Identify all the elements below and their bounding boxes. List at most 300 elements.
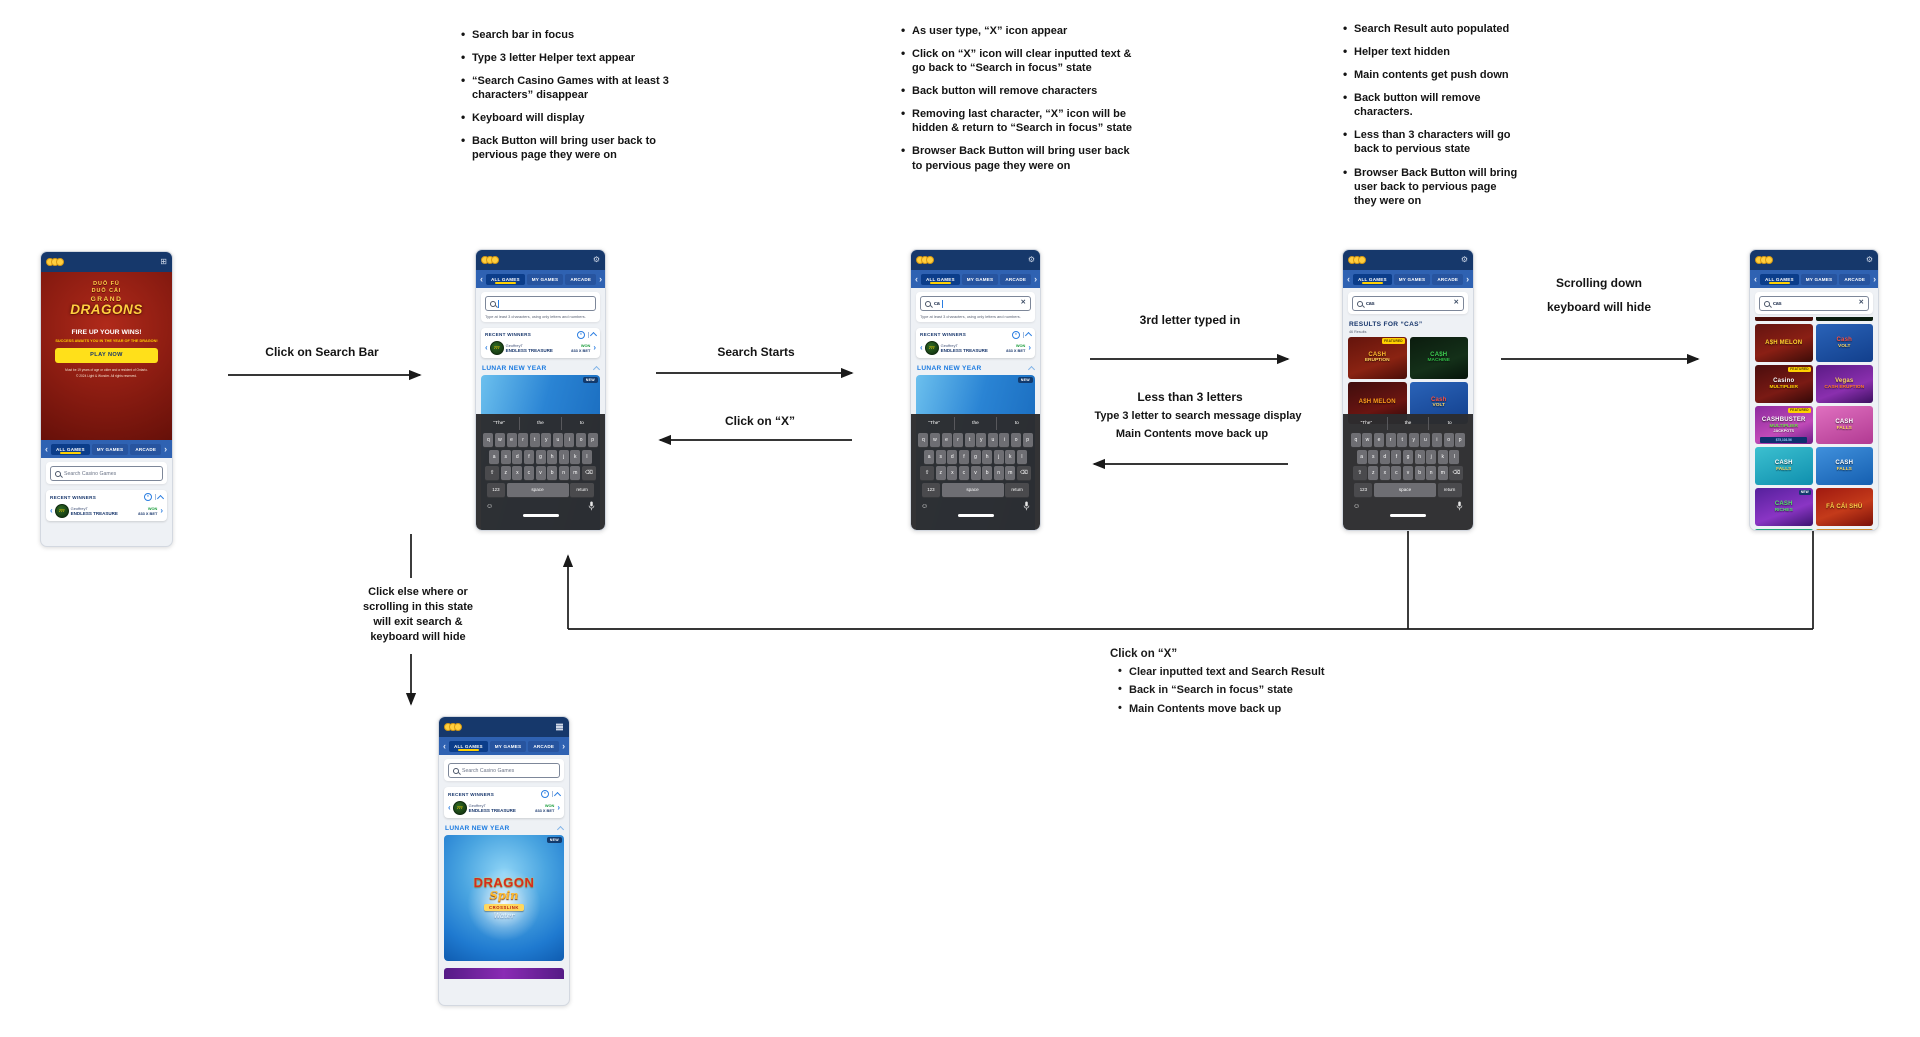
recent-winners-card bbox=[916, 328, 1035, 359]
section-collapse-icon[interactable] bbox=[557, 825, 564, 832]
emoji-key[interactable]: ☺ bbox=[486, 502, 494, 510]
bullet-item: • Back Button will bring user back to pervious page they were on bbox=[460, 134, 678, 162]
search-section bbox=[1750, 288, 1878, 317]
promo-subline: SUCCESS AWAITS YOU IN THE YEAR OF THE DRAGON! bbox=[55, 338, 158, 343]
search-section bbox=[476, 288, 605, 325]
mic-icon[interactable] bbox=[1023, 501, 1030, 511]
bullet-item: • “Search Casino Games with at least 3 characters” disappear bbox=[460, 74, 678, 102]
section-collapse-icon[interactable] bbox=[1028, 366, 1035, 373]
app-topbar bbox=[1750, 250, 1878, 270]
key-c[interactable]: c bbox=[524, 466, 534, 480]
bullet-item: • Back button will remove characters bbox=[900, 84, 1142, 98]
key-b[interactable]: b bbox=[982, 466, 992, 480]
bullet-item: • Back button will remove characters. bbox=[1342, 91, 1522, 119]
space-key[interactable]: space bbox=[942, 483, 1004, 497]
winner-game: ENDLESS TREASURE bbox=[70, 510, 118, 516]
backspace-key[interactable]: ⌫ bbox=[582, 466, 596, 480]
tile-sublabel: FALLS bbox=[1776, 466, 1792, 472]
search-section bbox=[1343, 288, 1473, 317]
menu-grid-icon[interactable]: ⊞ bbox=[160, 257, 167, 266]
recent-winners-title: RECENT WINNERS bbox=[920, 332, 967, 337]
key-p[interactable]: p bbox=[588, 433, 598, 447]
keyboard-row-2 bbox=[1346, 450, 1470, 464]
bullet-item: • Browser Back Button will bring user back to pervious page they were on bbox=[1342, 166, 1522, 208]
bullet-item: • Keyboard will display bbox=[460, 111, 678, 125]
keyboard-row-3 bbox=[1346, 466, 1470, 480]
key-j[interactable]: j bbox=[994, 450, 1004, 464]
key-x[interactable]: x bbox=[947, 466, 957, 480]
key-f[interactable]: f bbox=[524, 450, 534, 464]
promo-legal-2: © 2024 Light & Wonder. All rights reserved. bbox=[76, 373, 137, 378]
game-tile[interactable] bbox=[1410, 337, 1469, 379]
key-h[interactable]: h bbox=[1415, 450, 1425, 464]
settings-icon[interactable]: ⚙ bbox=[1027, 255, 1035, 264]
collapse-icon[interactable] bbox=[590, 332, 597, 339]
key-i[interactable]: i bbox=[564, 433, 574, 447]
key-j[interactable]: j bbox=[559, 450, 569, 464]
shift-key[interactable]: ⇧ bbox=[1353, 466, 1367, 480]
bullet-item: • Type 3 letter Helper text appear bbox=[460, 51, 678, 65]
tab-all-games[interactable]: ALL GAMES bbox=[486, 274, 525, 285]
winners-next-icon[interactable]: › bbox=[593, 343, 596, 352]
winner-username: GeoffreyT bbox=[505, 343, 523, 348]
app-topbar bbox=[911, 250, 1040, 270]
key-d[interactable]: d bbox=[1380, 450, 1390, 464]
label-click-x: Click on “X” bbox=[724, 414, 796, 428]
key-o[interactable]: o bbox=[1011, 433, 1021, 447]
notes-search-in-focus bbox=[460, 28, 678, 172]
collapse-icon[interactable] bbox=[554, 791, 561, 798]
tabs-fwd-icon[interactable]: › bbox=[1466, 273, 1470, 284]
home-indicator[interactable] bbox=[958, 514, 994, 516]
key-n[interactable]: n bbox=[1426, 466, 1436, 480]
partial-tile[interactable] bbox=[1755, 317, 1813, 321]
partial-tiles-bottom bbox=[1750, 529, 1878, 531]
key-c[interactable]: c bbox=[959, 466, 969, 480]
key-h[interactable]: h bbox=[982, 450, 992, 464]
key-u[interactable]: u bbox=[553, 433, 563, 447]
key-b[interactable]: b bbox=[1415, 466, 1425, 480]
recent-winners-title: RECENT WINNERS bbox=[448, 791, 495, 797]
winner-bet-multiplier: 833 X BET bbox=[138, 510, 158, 516]
winner-avatar: 777 bbox=[55, 504, 69, 518]
backspace-key[interactable]: ⌫ bbox=[1449, 466, 1463, 480]
search-input-focused[interactable] bbox=[485, 296, 596, 311]
game-tile[interactable] bbox=[1816, 447, 1874, 485]
play-now-button[interactable]: PLAY NOW bbox=[55, 348, 158, 363]
search-section bbox=[911, 288, 1040, 325]
key-p[interactable]: p bbox=[1023, 433, 1033, 447]
tabs-fwd-icon[interactable]: › bbox=[1034, 273, 1038, 284]
click-x-clear-title: Click on “X” bbox=[1110, 648, 1178, 660]
key-r[interactable]: r bbox=[953, 433, 963, 447]
recent-winners-title: RECENT WINNERS bbox=[50, 494, 97, 500]
tab-arcade[interactable]: ARCADE bbox=[130, 444, 161, 455]
key-z[interactable]: z bbox=[936, 466, 946, 480]
notes-typing-state bbox=[900, 24, 1142, 182]
emoji-key[interactable]: ☺ bbox=[1353, 502, 1361, 510]
key-t[interactable]: t bbox=[530, 433, 540, 447]
game-tile[interactable] bbox=[1755, 365, 1813, 403]
key-c[interactable]: c bbox=[1391, 466, 1401, 480]
game-tile[interactable] bbox=[1816, 324, 1874, 362]
partial-tile[interactable] bbox=[1816, 529, 1874, 531]
tab-my-games[interactable]: MY GAMES bbox=[92, 444, 129, 455]
shift-key[interactable]: ⇧ bbox=[485, 466, 499, 480]
key-s[interactable]: s bbox=[936, 450, 946, 464]
search-input[interactable] bbox=[50, 466, 163, 481]
suggestion-1[interactable]: “The” bbox=[493, 421, 505, 426]
dragon-spin-banner[interactable] bbox=[444, 835, 564, 961]
clear-x-icon[interactable]: ✕ bbox=[1453, 299, 1459, 307]
tab-arcade[interactable]: ARCADE bbox=[1000, 274, 1031, 285]
keyboard-row-3 bbox=[479, 466, 602, 480]
key-y[interactable]: y bbox=[1409, 433, 1419, 447]
casino-logo-icon[interactable] bbox=[916, 256, 934, 264]
suggestion-2[interactable]: the bbox=[954, 417, 996, 430]
tab-my-games[interactable]: MY GAMES bbox=[527, 274, 564, 285]
dismiss-circle-icon[interactable]: ✕ bbox=[1012, 331, 1020, 339]
key-e[interactable]: e bbox=[1374, 433, 1384, 447]
key-q[interactable]: q bbox=[1351, 433, 1361, 447]
search-input-results[interactable] bbox=[1352, 296, 1464, 311]
tabs-fwd-icon[interactable]: › bbox=[1873, 273, 1877, 284]
casino-logo-icon[interactable] bbox=[444, 723, 462, 731]
key-h[interactable]: h bbox=[547, 450, 557, 464]
key-a[interactable]: a bbox=[1357, 450, 1367, 464]
recent-winners-title: RECENT WINNERS bbox=[485, 332, 532, 337]
mic-icon[interactable] bbox=[588, 501, 595, 511]
notes-results-state bbox=[1342, 22, 1522, 217]
suggestion-3[interactable]: to bbox=[1014, 421, 1019, 426]
search-input-results[interactable] bbox=[1759, 296, 1869, 311]
partial-tile[interactable] bbox=[1755, 529, 1813, 531]
casino-logo-icon[interactable] bbox=[46, 258, 64, 266]
winners-next-icon[interactable]: › bbox=[160, 505, 163, 515]
key-q[interactable]: q bbox=[918, 433, 928, 447]
banner-spin-text: Spin bbox=[489, 887, 519, 902]
return-key[interactable]: return bbox=[1438, 483, 1462, 497]
key-y[interactable]: y bbox=[976, 433, 986, 447]
recent-winners-card bbox=[444, 787, 564, 818]
tabs-fwd-icon[interactable]: › bbox=[164, 443, 168, 454]
tile-label: CASH bbox=[1835, 419, 1854, 426]
casino-logo-icon[interactable] bbox=[481, 256, 499, 264]
shift-key[interactable]: ⇧ bbox=[920, 466, 934, 480]
tile-sublabel: CASH ERUPTION bbox=[1824, 384, 1865, 390]
key-m[interactable]: m bbox=[1005, 466, 1015, 480]
bullet-item: • Less than 3 characters will go back to pervious state bbox=[1342, 128, 1522, 156]
tabs-back-icon[interactable]: ‹ bbox=[443, 740, 446, 751]
suggestion-1[interactable]: “The” bbox=[1360, 421, 1373, 426]
winner-game: ENDLESS TREASURE bbox=[505, 348, 553, 353]
key-x[interactable]: x bbox=[512, 466, 522, 480]
banner-crosslink-badge: CROSSLINK bbox=[484, 904, 524, 911]
winner-avatar: 777 bbox=[453, 801, 467, 815]
tile-badge: FEATURED bbox=[1788, 408, 1811, 414]
search-section bbox=[439, 755, 569, 784]
tile-badge: FEATURED bbox=[1788, 367, 1811, 373]
tile-sublabel: MULTIPLIER bbox=[1769, 423, 1798, 429]
key-p[interactable]: p bbox=[1455, 433, 1465, 447]
new-badge: NEW bbox=[1018, 377, 1033, 383]
key-t[interactable]: t bbox=[1397, 433, 1407, 447]
key-k[interactable]: k bbox=[1438, 450, 1448, 464]
key-g[interactable]: g bbox=[1403, 450, 1413, 464]
key-k[interactable]: k bbox=[1005, 450, 1015, 464]
tile-label: CASH bbox=[1835, 460, 1854, 467]
tabs-back-icon[interactable]: ‹ bbox=[1347, 273, 1350, 284]
promo-logo-line2: DUŌ CÁI bbox=[91, 287, 122, 294]
search-input[interactable] bbox=[448, 763, 560, 778]
key-z[interactable]: z bbox=[1368, 466, 1378, 480]
key-i[interactable]: i bbox=[1432, 433, 1442, 447]
settings-icon[interactable]: ⚙ bbox=[592, 255, 600, 264]
tile-label: Cash bbox=[1836, 337, 1852, 344]
suggestion-2[interactable]: the bbox=[519, 417, 561, 430]
tile-sublabel-2: JACKPOTS bbox=[1773, 428, 1795, 433]
game-tile[interactable] bbox=[1816, 406, 1874, 444]
winners-next-icon[interactable]: › bbox=[1028, 343, 1031, 352]
numbers-key[interactable]: 123 bbox=[922, 483, 940, 497]
key-r[interactable]: r bbox=[1386, 433, 1396, 447]
label-contents-back-up: Main Contents move back up bbox=[1115, 428, 1269, 440]
winners-next-icon[interactable]: › bbox=[557, 802, 560, 812]
suggestion-3[interactable]: to bbox=[1447, 421, 1452, 426]
search-query-text: cas bbox=[1773, 300, 1782, 307]
lunar-heading: LUNAR NEW YEAR bbox=[445, 824, 510, 832]
return-key[interactable]: return bbox=[570, 483, 594, 497]
tabs-fwd-icon[interactable]: › bbox=[562, 740, 566, 751]
tabs-fwd-icon[interactable]: › bbox=[599, 273, 603, 284]
keyboard-row-2 bbox=[479, 450, 602, 464]
dismiss-circle-icon[interactable]: ✕ bbox=[144, 493, 152, 501]
icon-divider bbox=[1023, 332, 1024, 338]
mic-icon[interactable] bbox=[1456, 501, 1463, 511]
suggestion-3[interactable]: to bbox=[579, 421, 584, 426]
recent-winners-card bbox=[46, 490, 167, 521]
category-tabbar bbox=[476, 270, 605, 288]
space-key[interactable]: space bbox=[1374, 483, 1436, 497]
game-tile[interactable] bbox=[1816, 488, 1874, 526]
key-w[interactable]: w bbox=[1362, 433, 1372, 447]
backspace-key[interactable]: ⌫ bbox=[1017, 466, 1031, 480]
key-l[interactable]: l bbox=[582, 450, 592, 464]
tile-sublabel: VOLT bbox=[1838, 343, 1851, 349]
key-q[interactable]: q bbox=[483, 433, 493, 447]
key-a[interactable]: a bbox=[924, 450, 934, 464]
search-placeholder: Search Casino Games bbox=[64, 470, 117, 477]
key-b[interactable]: b bbox=[547, 466, 557, 480]
key-r[interactable]: r bbox=[518, 433, 528, 447]
tabs-back-icon[interactable]: ‹ bbox=[45, 443, 48, 454]
key-v[interactable]: v bbox=[536, 466, 546, 480]
tab-my-games[interactable]: MY GAMES bbox=[962, 274, 999, 285]
numbers-key[interactable]: 123 bbox=[1354, 483, 1372, 497]
menu-icon[interactable] bbox=[556, 726, 563, 727]
search-input-typing[interactable] bbox=[920, 296, 1031, 311]
key-g[interactable]: g bbox=[536, 450, 546, 464]
tab-arcade[interactable]: ARCADE bbox=[1839, 274, 1870, 285]
phone-search-exited bbox=[438, 716, 570, 1006]
space-key[interactable]: space bbox=[507, 483, 569, 497]
key-s[interactable]: s bbox=[501, 450, 511, 464]
tile-label: CASH bbox=[1774, 501, 1793, 508]
keyboard-suggestions bbox=[914, 417, 1037, 430]
keyboard-suggestions bbox=[1346, 417, 1470, 430]
bullet-item: • Browser Back Button will bring user back to pervious page they were on bbox=[900, 144, 1142, 172]
winners-prev-icon[interactable]: ‹ bbox=[448, 802, 451, 812]
keyboard-footer bbox=[479, 499, 602, 511]
winners-prev-icon[interactable]: ‹ bbox=[920, 343, 923, 352]
key-s[interactable]: s bbox=[1368, 450, 1378, 464]
tab-all-games[interactable]: ALL GAMES bbox=[1353, 274, 1392, 285]
winner-won-label: WON bbox=[544, 802, 555, 808]
key-u[interactable]: u bbox=[988, 433, 998, 447]
collapse-icon[interactable] bbox=[1025, 332, 1032, 339]
tab-arcade[interactable]: ARCADE bbox=[1432, 274, 1463, 285]
key-x[interactable]: x bbox=[1380, 466, 1390, 480]
jackpot-ticker: $75,103.56 bbox=[1760, 437, 1807, 443]
key-f[interactable]: f bbox=[959, 450, 969, 464]
key-m[interactable]: m bbox=[570, 466, 580, 480]
partial-tile[interactable] bbox=[1816, 317, 1874, 321]
tab-arcade[interactable]: ARCADE bbox=[528, 741, 559, 752]
bullet-item: • Clear inputted text and Search Result bbox=[1118, 665, 1340, 679]
recent-winners-card bbox=[481, 328, 600, 359]
home-indicator[interactable] bbox=[523, 514, 559, 516]
bullet-item: • Search Result auto populated bbox=[1342, 22, 1522, 36]
tab-my-games[interactable]: MY GAMES bbox=[490, 741, 527, 752]
home-indicator[interactable] bbox=[1390, 514, 1426, 516]
key-g[interactable]: g bbox=[971, 450, 981, 464]
casino-logo-icon[interactable] bbox=[1755, 256, 1773, 264]
key-n[interactable]: n bbox=[994, 466, 1004, 480]
bullet-item: • Back in “Search in focus” state bbox=[1118, 683, 1340, 697]
key-d[interactable]: d bbox=[512, 450, 522, 464]
tabs-back-icon[interactable]: ‹ bbox=[480, 273, 483, 284]
casino-logo-icon[interactable] bbox=[1348, 256, 1366, 264]
tile-label: CASH bbox=[1368, 351, 1387, 358]
label-click-search-bar: Click on Search Bar bbox=[265, 345, 379, 359]
key-a[interactable]: a bbox=[489, 450, 499, 464]
key-d[interactable]: d bbox=[947, 450, 957, 464]
key-w[interactable]: w bbox=[495, 433, 505, 447]
tile-sublabel: ERUPTION bbox=[1364, 358, 1390, 364]
key-t[interactable]: t bbox=[965, 433, 975, 447]
tab-my-games[interactable]: MY GAMES bbox=[1801, 274, 1838, 285]
key-w[interactable]: w bbox=[930, 433, 940, 447]
search-query-text: cas bbox=[1366, 300, 1375, 307]
results-header bbox=[1343, 317, 1473, 337]
tab-all-games[interactable]: ALL GAMES bbox=[921, 274, 960, 285]
tabs-back-icon[interactable]: ‹ bbox=[915, 273, 918, 284]
notes-list-1 bbox=[460, 28, 678, 163]
key-e[interactable]: e bbox=[942, 433, 952, 447]
tab-all-games[interactable]: ALL GAMES bbox=[51, 444, 90, 455]
key-v[interactable]: v bbox=[971, 466, 981, 480]
settings-icon[interactable]: ⚙ bbox=[1865, 255, 1873, 264]
next-banner-partial[interactable] bbox=[444, 968, 564, 979]
return-key[interactable]: return bbox=[1005, 483, 1029, 497]
keyboard-row-4 bbox=[914, 483, 1037, 497]
key-u[interactable]: u bbox=[1420, 433, 1430, 447]
dismiss-circle-icon[interactable]: ✕ bbox=[541, 790, 549, 798]
clear-x-icon[interactable]: ✕ bbox=[1020, 299, 1026, 307]
label-click-x-clear bbox=[1110, 648, 1340, 720]
game-tile[interactable] bbox=[1348, 337, 1407, 379]
category-tabbar bbox=[439, 737, 569, 755]
game-tile[interactable] bbox=[1816, 365, 1874, 403]
tile-sublabel: FALLS bbox=[1836, 466, 1852, 472]
numbers-key[interactable]: 123 bbox=[487, 483, 505, 497]
tile-label: A$H MELON bbox=[1358, 399, 1396, 406]
winner-won-label: WON bbox=[147, 505, 158, 511]
tile-label: Cash bbox=[1431, 396, 1447, 403]
collapse-icon[interactable] bbox=[157, 494, 164, 501]
key-i[interactable]: i bbox=[999, 433, 1009, 447]
keyboard-row-2 bbox=[914, 450, 1037, 464]
tile-label: Vegas bbox=[1835, 378, 1854, 385]
game-tile[interactable] bbox=[1755, 406, 1813, 444]
banner-water-text: Water bbox=[493, 912, 515, 921]
notes-list-3 bbox=[1342, 22, 1522, 208]
key-l[interactable]: l bbox=[1449, 450, 1459, 464]
label-type3-message: Type 3 letter to search message display bbox=[1094, 410, 1302, 422]
keyboard-footer bbox=[914, 499, 1037, 511]
tabs-back-icon[interactable]: ‹ bbox=[1754, 273, 1757, 284]
dismiss-circle-icon[interactable]: ✕ bbox=[577, 331, 585, 339]
icon-divider bbox=[552, 791, 553, 797]
key-j[interactable]: j bbox=[1426, 450, 1436, 464]
bullet-item: • Main contents get push down bbox=[1342, 68, 1522, 82]
tile-badge: FEATURED bbox=[1382, 338, 1405, 344]
winner-username: GeoffreyT bbox=[70, 505, 88, 511]
key-f[interactable]: f bbox=[1391, 450, 1401, 464]
key-n[interactable]: n bbox=[559, 466, 569, 480]
game-tile[interactable] bbox=[1755, 447, 1813, 485]
tab-all-games[interactable]: ALL GAMES bbox=[1760, 274, 1799, 285]
suggestion-2[interactable]: the bbox=[1387, 417, 1430, 430]
game-tile[interactable] bbox=[1755, 324, 1813, 362]
tab-my-games[interactable]: MY GAMES bbox=[1394, 274, 1431, 285]
settings-icon[interactable]: ⚙ bbox=[1460, 255, 1468, 264]
key-o[interactable]: o bbox=[576, 433, 586, 447]
winners-prev-icon[interactable]: ‹ bbox=[485, 343, 488, 352]
key-o[interactable]: o bbox=[1444, 433, 1454, 447]
app-topbar bbox=[1343, 250, 1473, 270]
key-v[interactable]: v bbox=[1403, 466, 1413, 480]
winner-bet-multiplier: 833 X BET bbox=[535, 807, 555, 813]
game-tile[interactable] bbox=[1755, 488, 1813, 526]
ios-keyboard bbox=[476, 414, 605, 530]
emoji-key[interactable]: ☺ bbox=[921, 502, 929, 510]
key-l[interactable]: l bbox=[1017, 450, 1027, 464]
tab-all-games[interactable]: ALL GAMES bbox=[449, 741, 488, 752]
key-k[interactable]: k bbox=[570, 450, 580, 464]
winners-prev-icon[interactable]: ‹ bbox=[50, 505, 53, 515]
key-m[interactable]: m bbox=[1438, 466, 1448, 480]
section-collapse-icon[interactable] bbox=[593, 366, 600, 373]
key-y[interactable]: y bbox=[541, 433, 551, 447]
suggestion-1[interactable]: “The” bbox=[928, 421, 940, 426]
key-e[interactable]: e bbox=[507, 433, 517, 447]
key-z[interactable]: z bbox=[501, 466, 511, 480]
promo-headline: FIRE UP YOUR WINS! bbox=[71, 328, 142, 336]
new-badge: NEW bbox=[583, 377, 598, 383]
tab-arcade[interactable]: ARCADE bbox=[565, 274, 596, 285]
clear-x-icon[interactable]: ✕ bbox=[1858, 299, 1864, 307]
